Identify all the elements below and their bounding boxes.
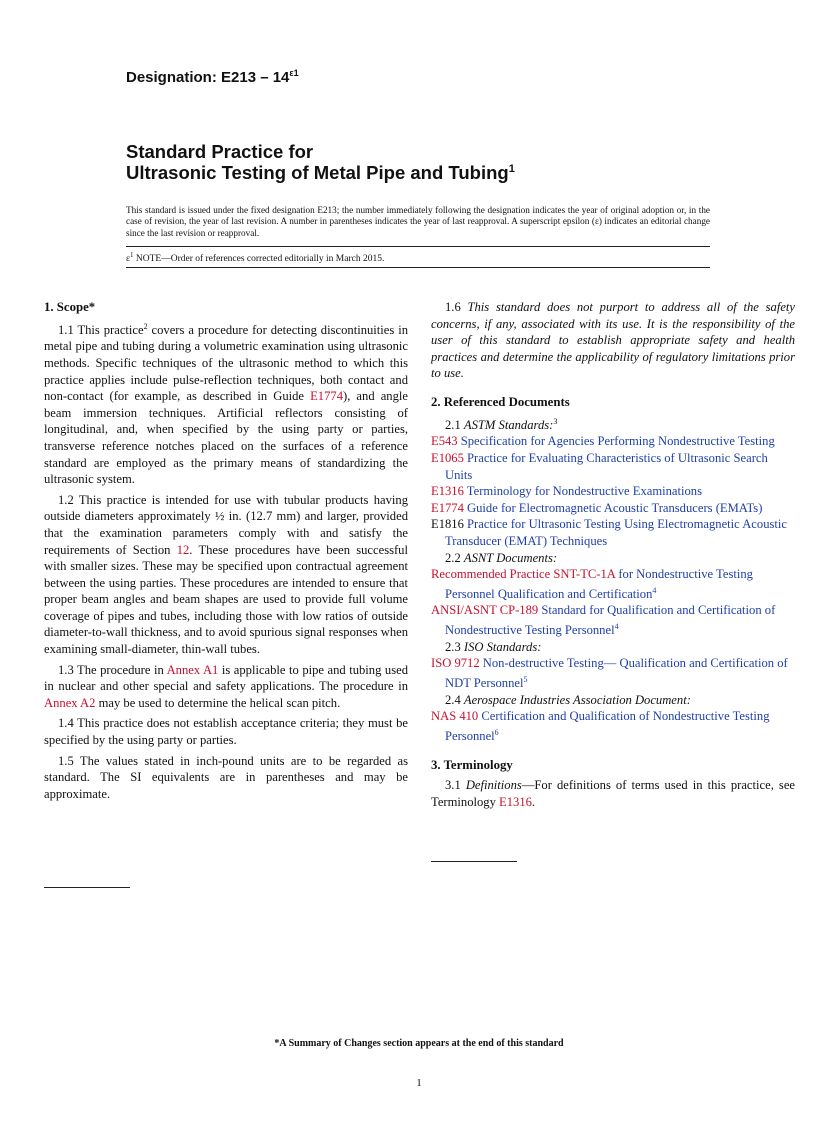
footnote-rule-right bbox=[431, 861, 517, 862]
reference-code-link[interactable]: ISO 9712 bbox=[431, 656, 480, 671]
reference-entry[interactable] bbox=[431, 483, 795, 500]
footnote-marker: 4 bbox=[614, 622, 619, 632]
reference-title-link[interactable]: Practice for Evaluating Characteristics of Ultrasonic Search Units bbox=[445, 450, 768, 482]
subheading-asnt: 2.2 ASNT Documents: bbox=[445, 550, 558, 565]
reference-title-link[interactable]: Specification for Agencies Performing Nondestructive Testing bbox=[457, 434, 775, 449]
reference-code-link[interactable]: E1065 bbox=[431, 450, 464, 465]
reference-title-link[interactable]: Guide for Electromagnetic Acoustic Transducers (EMATs) bbox=[463, 500, 763, 515]
footnote-rule-left bbox=[44, 887, 130, 888]
reference-entry[interactable] bbox=[431, 516, 795, 549]
reference-code-link[interactable]: Recommended Practice SNT-TC-1A bbox=[431, 567, 616, 582]
document-title-line1: Standard Practice for bbox=[126, 141, 314, 162]
aia-reference-list bbox=[431, 708, 795, 744]
section-heading-terminology: 3. Terminology bbox=[431, 757, 513, 772]
reference-entry[interactable] bbox=[431, 655, 795, 691]
reference-code-link[interactable]: E1316 bbox=[431, 484, 464, 499]
paragraph-3-1: 3.1 Definitions—For definitions of terms used in this practice, see Terminology E1316. bbox=[431, 778, 795, 809]
link-annex-a1[interactable]: Annex A1 bbox=[166, 662, 219, 677]
reference-title-link[interactable]: Terminology for Nondestructive Examinations bbox=[463, 484, 703, 499]
footnote-marker: 5 bbox=[523, 675, 528, 685]
reference-title-link[interactable]: Practice for Ultrasonic Testing Using Electromagnetic Acoustic Transducer (EMAT) Techniques bbox=[445, 517, 787, 548]
reference-entry[interactable] bbox=[431, 708, 795, 744]
section-heading-referenced-documents: 2. Referenced Documents bbox=[431, 394, 570, 409]
left-column bbox=[44, 299, 408, 802]
subheading-aia: 2.4 Aerospace Industries Association Document: bbox=[445, 692, 691, 707]
document-title-line2: Ultrasonic Testing of Metal Pipe and Tubing$^1$ bbox=[126, 162, 515, 183]
editorial-note: $\varepsilon^1$ NOTE—Order of references corrected editorially in March 2015. bbox=[126, 251, 385, 265]
reference-entry[interactable] bbox=[431, 450, 795, 483]
reference-code-link[interactable]: E1774 bbox=[431, 500, 464, 515]
designation: Designation: $E213 - 14^{\varepsilon 1}$ bbox=[126, 68, 299, 86]
reference-code-link[interactable]: E1816 bbox=[431, 517, 464, 532]
divider-top bbox=[126, 246, 710, 247]
right-column bbox=[431, 299, 795, 811]
reference-code-link[interactable]: NAS 410 bbox=[431, 709, 479, 724]
paragraph-1-3: 1.3 The procedure in Annex A1 is applicable to pipe and tubing used in nuclear and other special and safety applications. The procedure in Annex A2 may be used to determine the helical scan pitch. bbox=[44, 662, 408, 710]
reference-entry[interactable] bbox=[431, 433, 795, 450]
link-annex-a2[interactable]: Annex A2 bbox=[44, 695, 96, 710]
footnote-marker: 4 bbox=[652, 585, 657, 595]
page-number: 1 bbox=[416, 1077, 422, 1089]
summary-of-changes-note: *A Summary of Changes section appears at the end of this standard bbox=[274, 1038, 564, 1049]
divider-bottom bbox=[126, 267, 710, 268]
link-e1774[interactable]: E1774 bbox=[310, 389, 343, 404]
subheading-astm: 2.1 ASTM Standards:$^3$ bbox=[445, 416, 558, 432]
section-heading-scope: 1. Scope* bbox=[44, 300, 96, 314]
reference-title-link[interactable]: Standard for Qualification and Certification of Nondestructive Testing Personnel bbox=[445, 603, 776, 638]
paragraph-1-1: 1.1 This practice$^2$ covers a procedure for detecting discontinuities in metal pipe and tubing during a volumetric examination using ultrasonic methods. Specific techniques of the ultrasonic method to which this practice applies include pulse-reflection techniques, both contact and non-contact (for example, as described in Guide E1774), and angle beam immersion techniques. Artificial reflectors consisting of longitudinal, and, when specified by the using party or parties, transverse reference notches placed on the surfaces of a reference standard are employed as the primary means of standardizing the ultrasonic system. bbox=[44, 321, 408, 487]
reference-title-link[interactable]: for Nondestructive Testing Personnel Qualification and Certification bbox=[445, 567, 753, 601]
link-section-12[interactable]: 12 bbox=[176, 542, 190, 557]
reference-entry[interactable] bbox=[431, 500, 795, 517]
reference-code-link[interactable]: ANSI/ASNT CP-189 bbox=[431, 603, 539, 618]
asnt-reference-list bbox=[431, 566, 795, 639]
footnote-marker: 6 bbox=[494, 728, 499, 737]
reference-entry[interactable] bbox=[431, 602, 795, 638]
reference-title-link[interactable]: Certification and Qualification of Nondestructive Testing Personnel bbox=[445, 709, 770, 744]
paragraph-1-2: 1.2 This practice is intended for use with tubular products having outside diameters approximately ½ in. (12.7 mm) and larger, provided that the examination parameters comply with and satisfy the requirements of Section 12. These procedures have been successful with smaller sizes. These may be specified upon contractual agreement between the using parties. These procedures are intended to ensure that proper beam angles and beam shapes are used to provide full volume coverage of pipes and tubes, including those with low ratios of outside diameter-to-wall thickness, and to avoid spurious signal responses when examining small-diameter, thin-wall tubes. bbox=[44, 492, 408, 657]
iso-reference-list bbox=[431, 655, 795, 691]
link-e1316[interactable]: E1316 bbox=[499, 794, 532, 809]
paragraph-1-4: 1.4 This practice does not establish acceptance criteria; they must be specified by the using party or parties. bbox=[44, 716, 408, 748]
reference-title-link[interactable]: Non-destructive Testing— Qualification and Certification of NDT Personnel bbox=[445, 656, 788, 691]
paragraph-1-6: 1.6 This standard does not purport to address all of the safety concerns, if any, associated with its use. It is the responsibility of the user of this standard to establish appropriate safety and health practices and determine the applicability of regulatory limitations prior to use. bbox=[431, 300, 795, 381]
reference-code-link[interactable]: E543 bbox=[431, 434, 458, 449]
astm-reference-list bbox=[431, 433, 795, 549]
paragraph-1-5: 1.5 The values stated in inch-pound units are to be regarded as standard. The SI equivalents are in parentheses and may be approximate. bbox=[44, 753, 408, 801]
reference-entry[interactable] bbox=[431, 566, 795, 602]
subheading-iso: 2.3 ISO Standards: bbox=[445, 639, 542, 654]
issue-notice: This standard is issued under the fixed designation E213; the number immediately following the designation indicates the year of original adoption or, in the case of revision, the year of last revision. A number in parentheses indicates the year of last reapproval. A superscript epsilon (ε) indicates an editorial change since the last revision or reapproval. bbox=[126, 205, 710, 238]
